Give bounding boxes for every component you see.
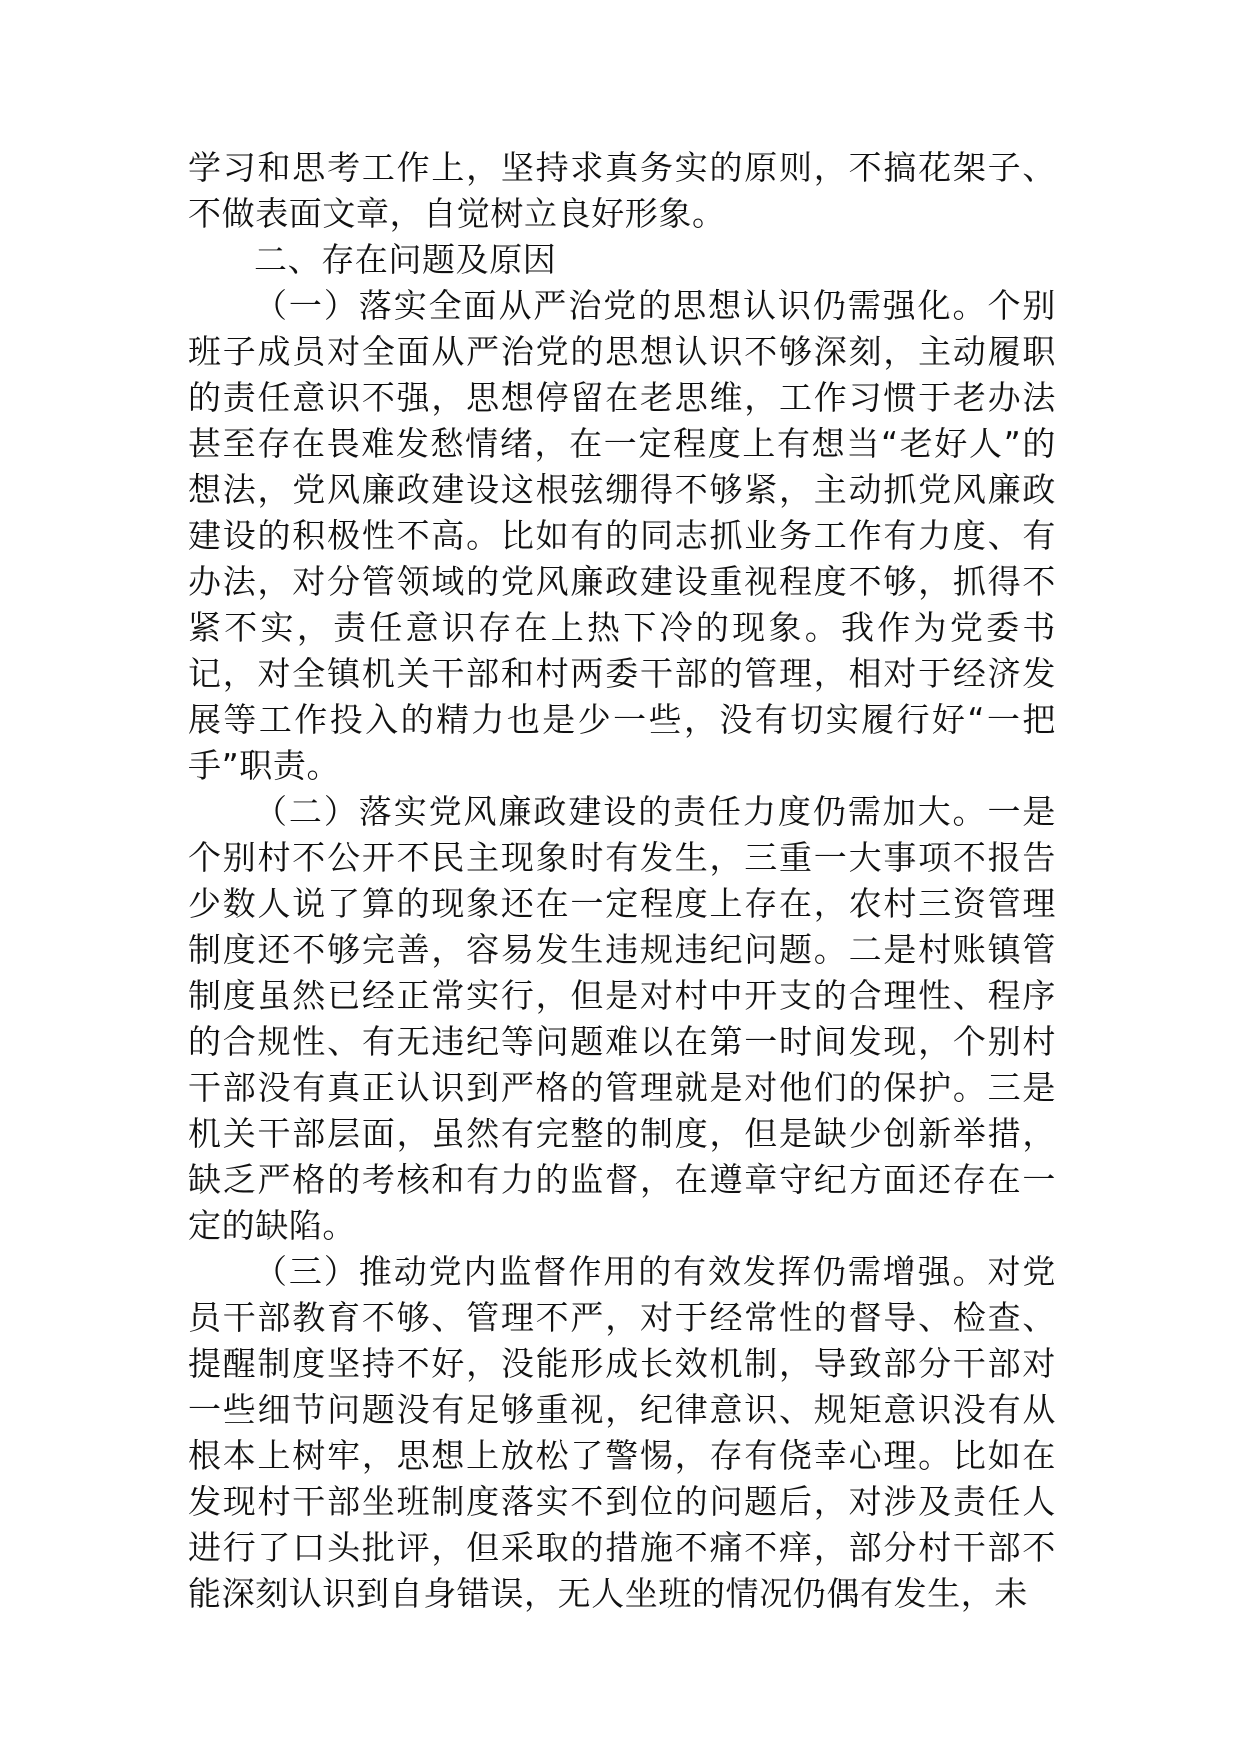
document-body — [188, 145, 1056, 1617]
paragraph-item-3: （三）推动党内监督作用的有效发挥仍需增强。对党员干部教育不够、管理不严，对于经常性的督导、检查、提醒制度坚持不好，没能形成长效机制，导致部分干部对一些细节问题没有足够重视，纪律意识、规矩意识没有从根本上树牢，思想上放松了警惕，存有侥幸心理。比如在发现村干部坐班制度落实不到位的问题后，对涉及责任人进行了口头批评，但采取的措施不痛不痒，部分村干部不能深刻认识到自身错误，无人坐班的情况仍偶有发生，未 — [188, 1252, 1056, 1613]
paragraph-continuation: 学习和思考工作上，坚持求真务实的原则，不搞花架子、不做表面文章，自觉树立良好形象。 — [188, 148, 1056, 233]
section-heading: 二、存在问题及原因 — [254, 240, 557, 279]
paragraph-item-1: （一）落实全面从严治党的思想认识仍需强化。个别班子成员对全面从严治党的思想认识不够深刻，主动履职的责任意识不强，思想停留在老思维，工作习惯于老办法甚至存在畏难发愁情绪，在一定程度上有想当“老好人”的想法，党风廉政建设这根弦绷得不够紧，主动抓党风廉政建设的积极性不高。比如有的同志抓业务工作有力度、有办法，对分管领域的党风廉政建设重视程度不够，抓得不紧不实，责任意识存在上热下冷的现象。我作为党委书记，对全镇机关干部和村两委干部的管理，相对于经济发展等工作投入的精力也是少一些，没有切实履行好“一把手”职责。 — [188, 286, 1056, 785]
paragraph-item-2: （二）落实党风廉政建设的责任力度仍需加大。一是个别村不公开不民主现象时有发生，三重一大事项不报告少数人说了算的现象还在一定程度上存在，农村三资管理制度还不够完善，容易发生违规违纪问题。二是村账镇管制度虽然已经正常实行，但是对村中开支的合理性、程序的合规性、有无违纪等问题难以在第一时间发现，个别村干部没有真正认识到严格的管理就是对他们的保护。三是机关干部层面，虽然有完整的制度，但是缺少创新举措，缺乏严格的考核和有力的监督，在遵章守纪方面还存在一定的缺陷。 — [188, 792, 1056, 1245]
